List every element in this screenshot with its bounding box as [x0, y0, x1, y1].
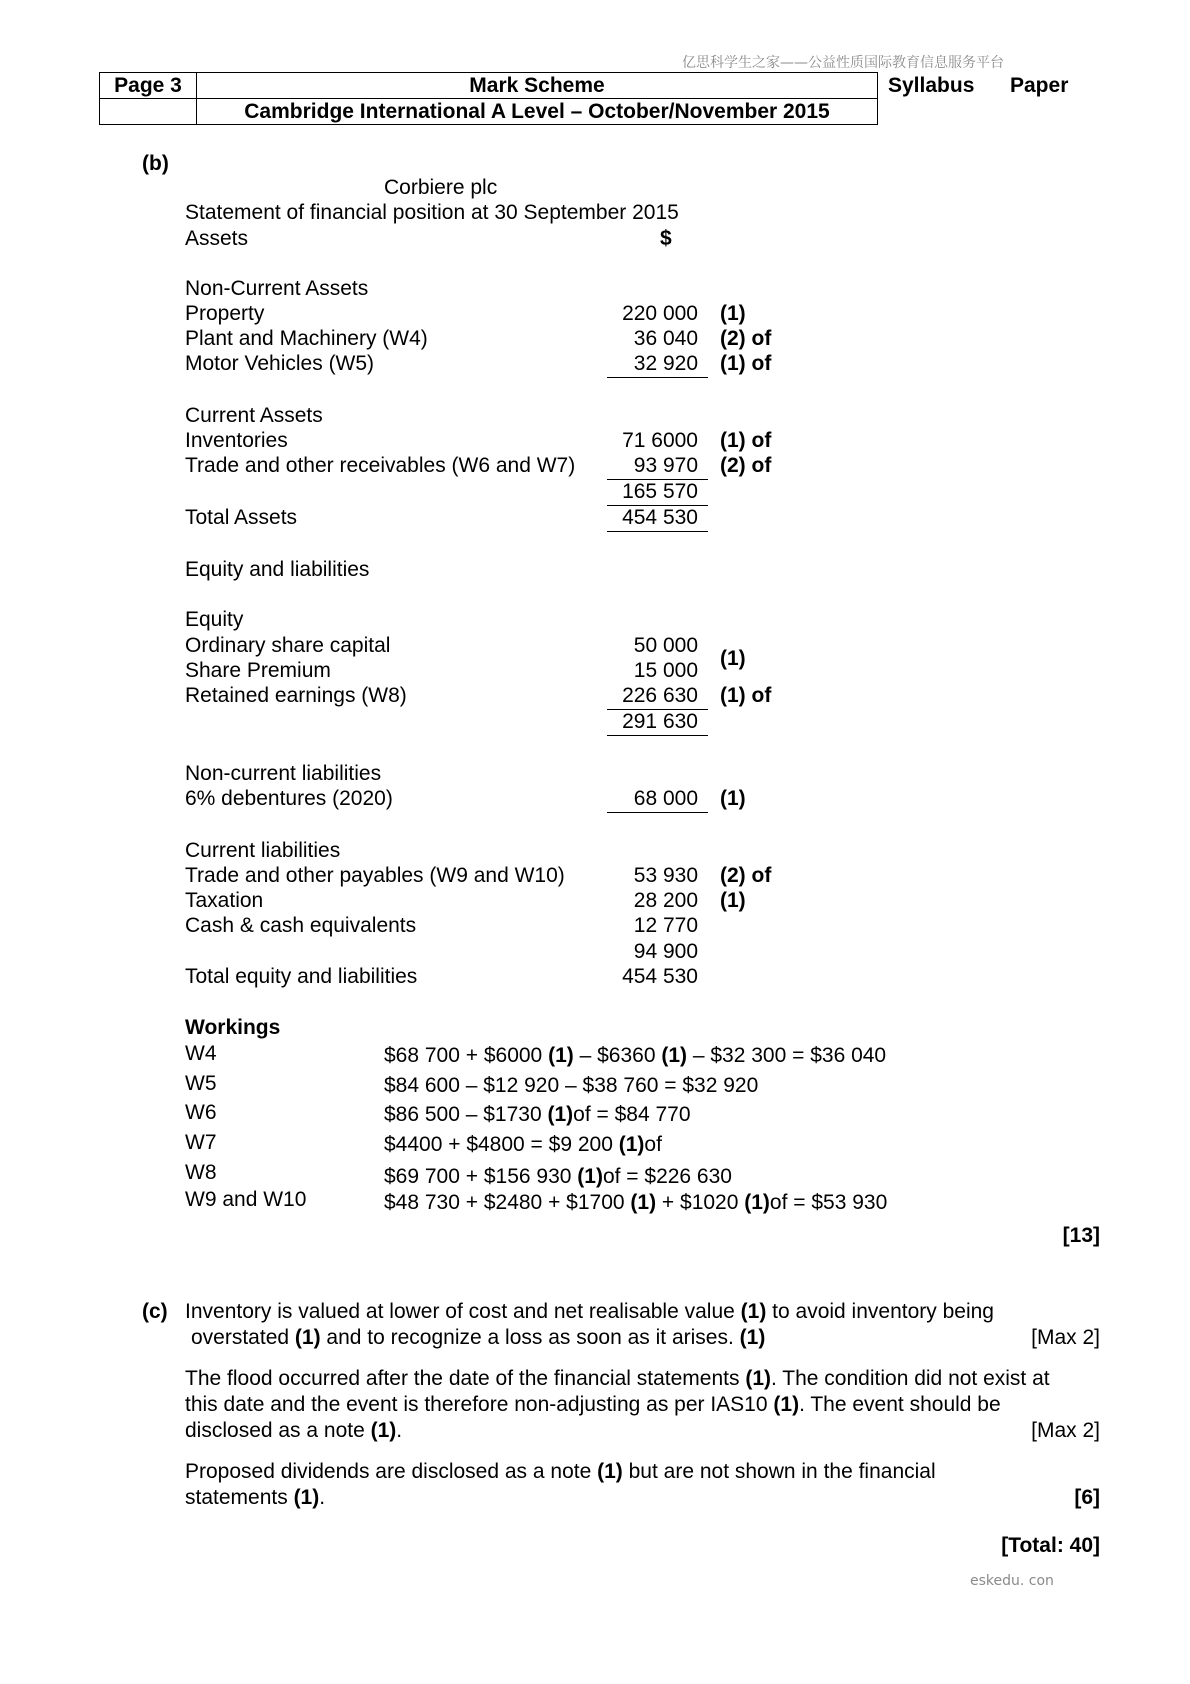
payables-mark: (2) of — [720, 864, 772, 887]
working-expression: $69 700 + $156 930 (1)of = $226 630 — [384, 1165, 732, 1188]
header-paper: Paper — [1010, 74, 1069, 97]
grand-total: [Total: 40] — [1001, 1534, 1100, 1557]
share-premium-label: Share Premium — [185, 659, 331, 682]
underline-total-assets — [607, 531, 708, 532]
property-mark: (1) — [720, 302, 746, 325]
watermark-bottom: eskedu. con — [970, 1573, 1054, 1589]
working-label: W8 — [185, 1161, 217, 1184]
underline-equity-total — [607, 735, 708, 736]
cash-label: Cash & cash equivalents — [185, 914, 417, 937]
equity-total: 291 630 — [622, 710, 698, 733]
payables-label: Trade and other payables (W9 and W10) — [185, 864, 565, 887]
equity-heading: Equity — [185, 608, 244, 631]
non-current-assets-heading: Non-Current Assets — [185, 277, 369, 300]
part-c-para1-max: [Max 2] — [1031, 1326, 1100, 1349]
taxation-value: 28 200 — [633, 889, 698, 912]
receivables-label: Trade and other receivables (W6 and W7) — [185, 454, 576, 477]
part-c-para1-line1: Inventory is valued at lower of cost and net realisable value (1) to avoid inventory being — [185, 1300, 994, 1323]
retained-label: Retained earnings (W8) — [185, 684, 407, 707]
total-assets-label: Total Assets — [185, 506, 298, 529]
motor-label: Motor Vehicles (W5) — [185, 352, 375, 375]
debentures-value: 68 000 — [633, 787, 698, 810]
inventories-label: Inventories — [185, 429, 288, 452]
working-label: W7 — [185, 1131, 217, 1154]
taxation-mark: (1) — [720, 889, 746, 912]
equity-liabilities-heading: Equity and liabilities — [185, 558, 370, 581]
cash-value: 12 770 — [633, 914, 698, 937]
plant-mark: (2) of — [720, 327, 772, 350]
part-c-para2-line2: this date and the event is therefore non-adjusting as per IAS10 (1). The event should be — [185, 1393, 1001, 1416]
current-assets-heading: Current Assets — [185, 404, 323, 427]
part-c-para3-line2: statements (1). — [185, 1486, 326, 1509]
inventories-value: 71 6000 — [622, 429, 698, 452]
taxation-label: Taxation — [185, 889, 264, 912]
assets-label: Assets — [185, 227, 249, 250]
working-label: W4 — [185, 1042, 217, 1065]
header-syllabus: Syllabus — [888, 74, 975, 97]
underline-debentures — [607, 812, 708, 813]
current-liabilities-heading: Current liabilities — [185, 839, 341, 862]
page-number: Page 3 — [114, 74, 182, 97]
working-label: W6 — [185, 1101, 217, 1124]
ordinary-share-value: 50 000 — [633, 634, 698, 657]
motor-value: 32 920 — [633, 352, 698, 375]
retained-mark: (1) of — [720, 684, 772, 707]
property-label: Property — [185, 302, 265, 325]
part-c-para2-line1: The flood occurred after the date of the financial statements (1). The condition did not exist at — [185, 1367, 1050, 1390]
part-c-label: (c) — [142, 1300, 168, 1323]
property-value: 220 000 — [622, 302, 698, 325]
debentures-mark: (1) — [720, 787, 746, 810]
part-b-label: (b) — [142, 152, 169, 175]
non-current-liabilities-heading: Non-current liabilities — [185, 762, 382, 785]
part-c-para1-line2: overstated (1) and to recognize a loss as soon as it arises. (1) — [191, 1326, 766, 1349]
receivables-mark: (2) of — [720, 454, 772, 477]
receivables-value: 93 970 — [633, 454, 698, 477]
payables-value: 53 930 — [633, 864, 698, 887]
working-label: W5 — [185, 1072, 217, 1095]
retained-value: 226 630 — [622, 684, 698, 707]
total-equity-liabilities-label: Total equity and liabilities — [185, 965, 418, 988]
total-equity-liabilities-value: 454 530 — [622, 965, 698, 988]
plant-value: 36 040 — [633, 327, 698, 350]
header-subtitle: Cambridge International A Level – October/November 2015 — [244, 100, 830, 123]
inventories-mark: (1) of — [720, 429, 772, 452]
part-c-marks: [6] — [1074, 1486, 1100, 1509]
debentures-label: 6% debentures (2020) — [185, 787, 393, 810]
working-expression: $84 600 – $12 920 – $38 760 = $32 920 — [384, 1074, 759, 1097]
plant-label: Plant and Machinery (W4) — [185, 327, 428, 350]
share-capital-mark: (1) — [720, 647, 746, 670]
part-b-total-marks: [13] — [1062, 1224, 1100, 1247]
header-title: Mark Scheme — [469, 74, 605, 97]
part-c-para2-max: [Max 2] — [1031, 1419, 1100, 1442]
share-premium-value: 15 000 — [633, 659, 698, 682]
working-expression: $86 500 – $1730 (1)of = $84 770 — [384, 1103, 691, 1126]
underline-motor — [607, 377, 708, 378]
working-expression: $4400 + $4800 = $9 200 (1)of — [384, 1133, 662, 1156]
workings-heading: Workings — [185, 1016, 281, 1039]
current-assets-total: 165 570 — [622, 480, 698, 503]
current-liabilities-total: 94 900 — [633, 940, 698, 963]
watermark-top: 亿思科学生之家——公益性质国际教育信息服务平台 — [682, 55, 1004, 71]
working-expression: $48 730 + $2480 + $1700 (1) + $1020 (1)of = $53 930 — [384, 1191, 888, 1214]
part-c-para3-line1: Proposed dividends are disclosed as a note (1) but are not shown in the financial — [185, 1460, 936, 1483]
currency-label: $ — [660, 227, 672, 250]
statement-title: Statement of financial position at 30 September 2015 — [185, 201, 679, 224]
part-c-para2-line3: disclosed as a note (1). — [185, 1419, 403, 1442]
working-expression: $68 700 + $6000 (1) – $6360 (1) – $32 300 = $36 040 — [384, 1044, 887, 1067]
ordinary-share-label: Ordinary share capital — [185, 634, 391, 657]
company-name: Corbiere plc — [384, 176, 498, 199]
total-assets-value: 454 530 — [622, 506, 698, 529]
motor-mark: (1) of — [720, 352, 772, 375]
working-label: W9 and W10 — [185, 1188, 307, 1211]
